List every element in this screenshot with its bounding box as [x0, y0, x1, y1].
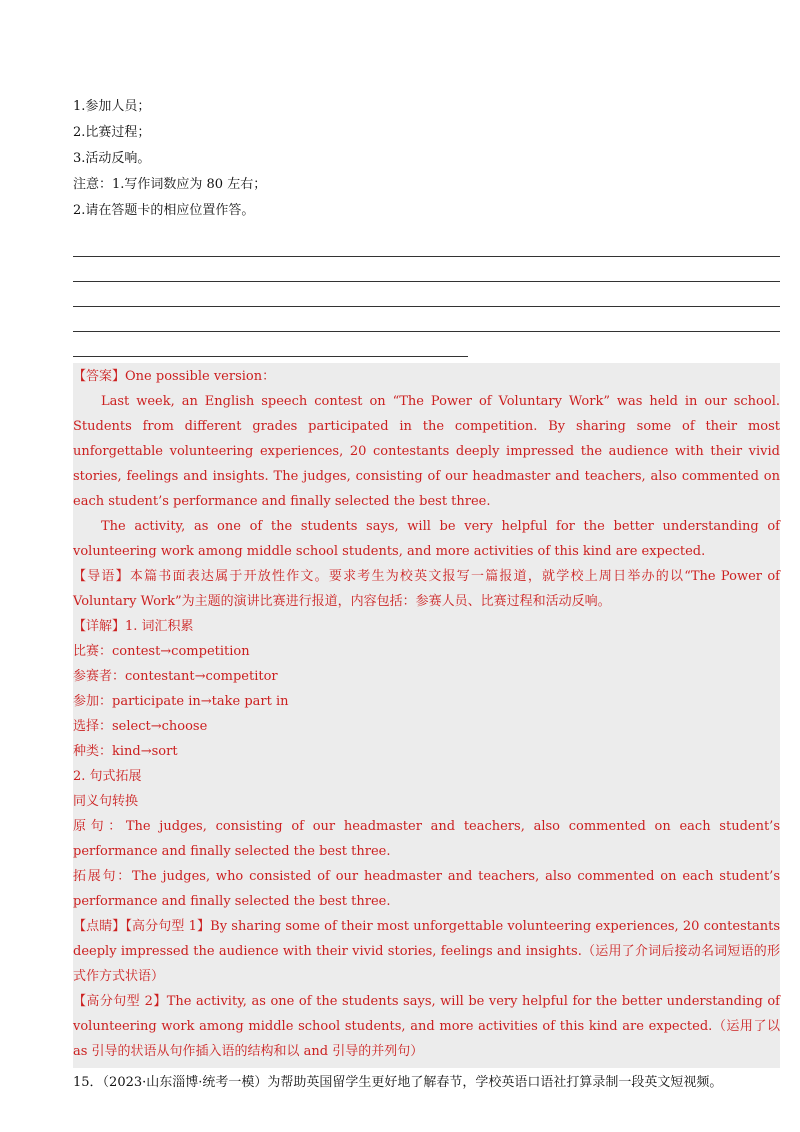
highlight-paragraph-2 [73, 989, 780, 1064]
note-word-count: 注意：1.写作词数应为 80 左右； [73, 177, 267, 192]
requirement-item: 2.比赛过程； [73, 125, 151, 140]
writing-line [73, 307, 780, 332]
vocab-item: 参加：participate in→take part in [73, 694, 289, 709]
requirement-item: 3.活动反响。 [73, 151, 151, 166]
question-15: 15．（2023·山东淄博·统考一模）为帮助英国留学生更好地了解春节，学校英语口语社打算录制一段英文短视频。 [73, 1075, 723, 1090]
answer-lines [73, 232, 780, 357]
vocab-item: 选择：select→choose [73, 719, 208, 734]
note-answer-sheet: 2.请在答题卡的相应位置作答。 [73, 203, 255, 218]
guide-text: 本篇书面表达属于开放性作文。要求考生为校英文报写一篇报道，就学校上周日举办的以“The Power of Voluntary Work”为主题的演讲比赛进行报道，内容包括：参赛人员、比赛过程和活动反响。 [73, 569, 780, 609]
highlight-label: 【点睛】 [73, 919, 126, 934]
detail-label: 【详解】 [73, 619, 126, 634]
highlight-paragraph-1 [73, 914, 780, 989]
sentence-pattern-text-2: The activity, as one of the students says, will be very helpful for the better understanding of volunteering work among middle school students, and more activities of this kind are expected.（运用了以 as 引导的状语从句作插入语的结构和以 and 引导的并列句） [73, 994, 780, 1059]
answer-paragraph-2: The activity, as one of the students says, will be very helpful for the better understanding of volunteering work among middle school students, and more activities of this kind are expected. [73, 519, 780, 559]
writing-line [73, 332, 468, 357]
detail-heading-1: 1. 词汇积累 [125, 619, 194, 634]
guide-label: 【导语】 [73, 569, 130, 584]
writing-line [73, 282, 780, 307]
vocab-item: 参赛者：contestant→competitor [73, 669, 278, 684]
requirements [73, 94, 780, 224]
answer-label: 【答案】 [73, 369, 126, 384]
answer-label-text: One possible version： [125, 369, 276, 384]
sentence-pattern-label-2: 【高分句型 2】 [73, 994, 167, 1009]
sentence-pattern-text-1: By sharing some of their most unforgettable volunteering experiences, 20 contestants deeply impressed the audience with their vivid stories, feelings and insights.（运用了介词后接动名词短语的形式作方式状语） [73, 919, 780, 984]
vocab-item: 种类：kind→sort [73, 744, 178, 759]
answer-paragraph-1: Last week, an English speech contest on “The Power of Voluntary Work” was held in our school. Students from different grades participated in the competition. By sharing some of their most unforgettable volunteering experiences, 20 contestants deeply impressed the audience with their vivid stories, feelings and insights. The judges, consisting of our headmaster and teachers, also commented on each student’s performance and finally selected the best three. [73, 394, 780, 509]
requirement-item: 1.参加人员； [73, 99, 151, 114]
guide-paragraph [73, 564, 780, 614]
writing-line [73, 257, 780, 282]
document-page [73, 94, 780, 1096]
writing-line [73, 232, 780, 257]
detail-heading [73, 614, 780, 639]
answer-section [73, 363, 780, 1068]
answer-heading [73, 364, 780, 389]
vocab-item: 比赛：contest→competition [73, 644, 250, 659]
sentence-pattern-label-1: 【高分句型 1】 [125, 919, 211, 934]
detail-subheading: 同义句转换 [73, 794, 139, 809]
original-sentence: 原句：The judges, consisting of our headmaster and teachers, also commented on each student’s performance and finally selected the best three. [73, 819, 780, 859]
expanded-sentence: 拓展句：The judges, who consisted of our headmaster and teachers, also commented on each student’s performance and finally selected the best three. [73, 869, 780, 909]
detail-heading-2: 2. 句式拓展 [73, 769, 142, 784]
